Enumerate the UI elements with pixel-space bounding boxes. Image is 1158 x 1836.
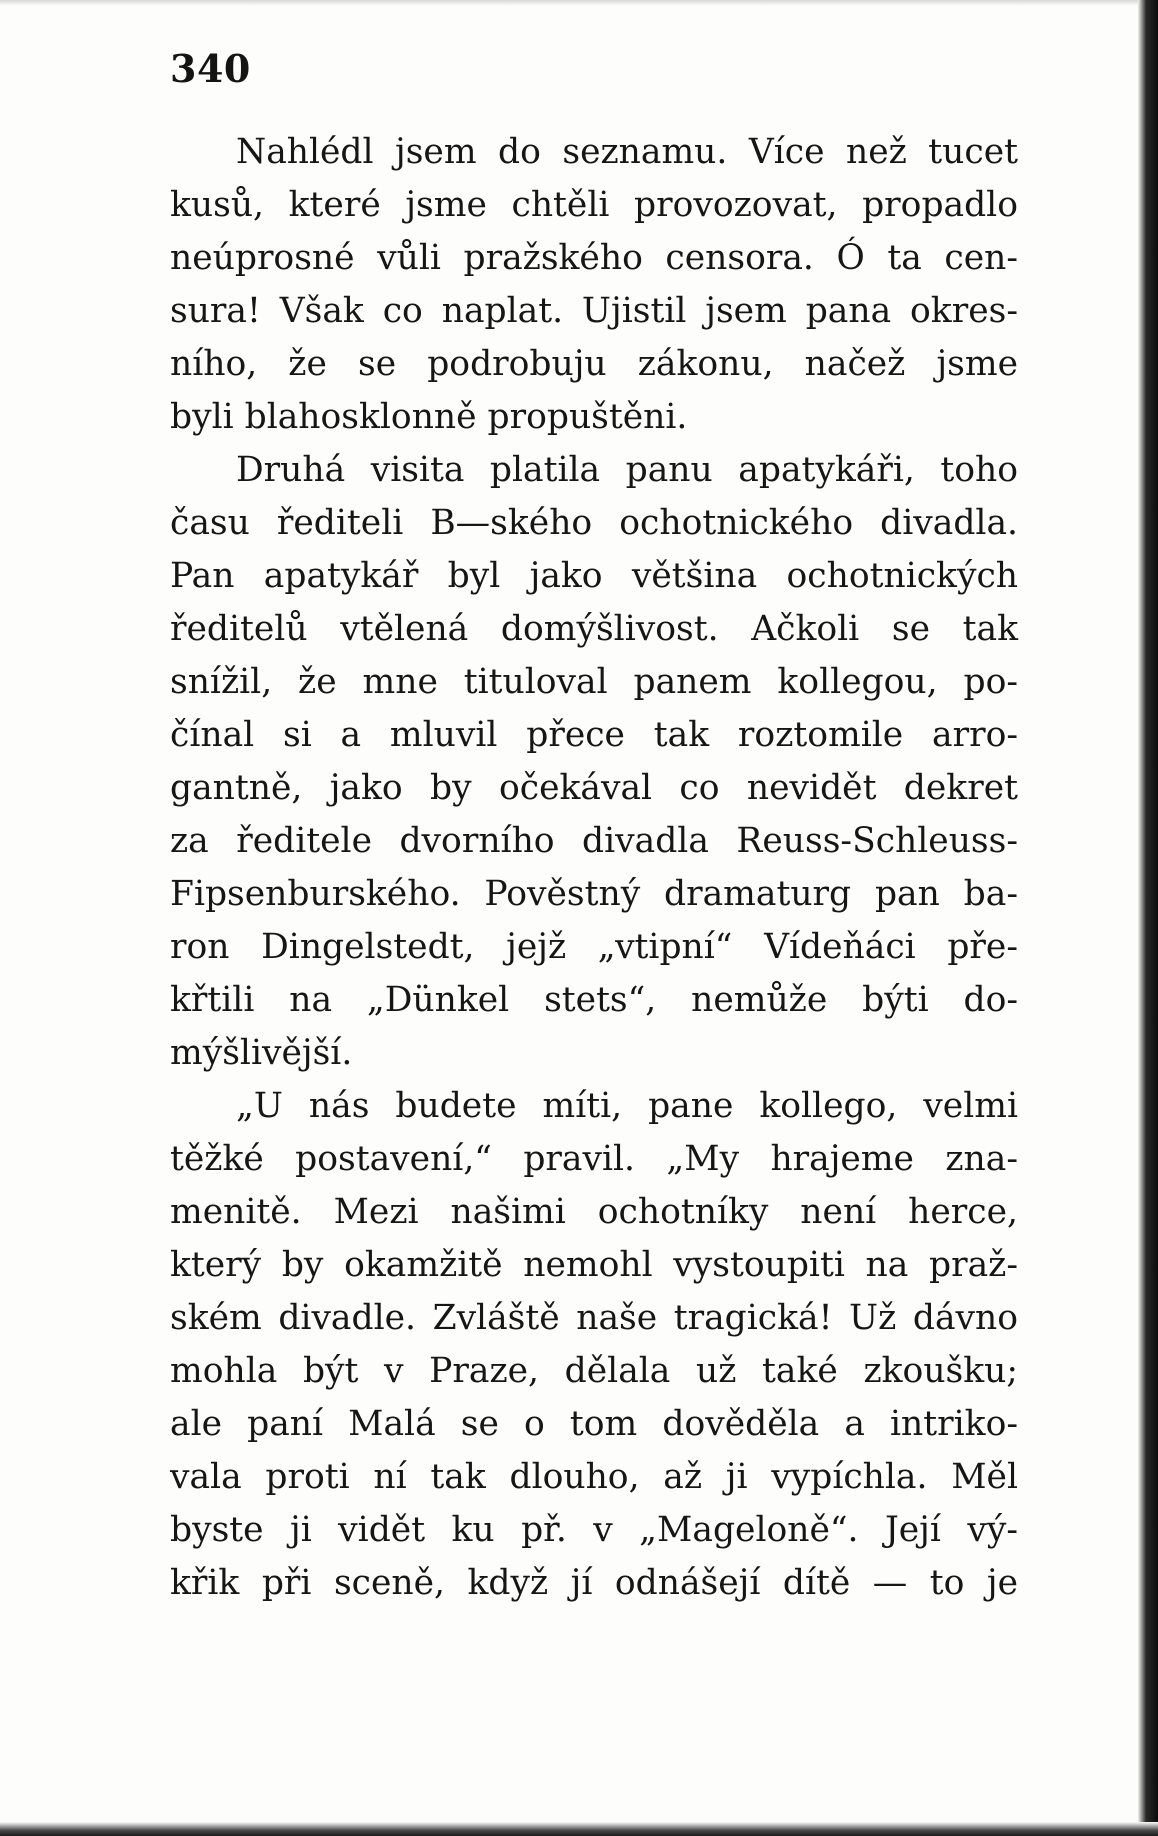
text-line: byli blahosklonně propuštěni. (170, 397, 688, 437)
text-line: sura! Však co naplat. Ujistil jsem pana okres- (170, 291, 1018, 331)
text-line: čínal si a mluvil přece tak roztomile arro- (170, 715, 1018, 755)
text-line: ron Dingelstedt, jejž „vtipní“ Vídeňáci pře- (170, 927, 1018, 967)
text-line: ském divadle. Zvláště naše tragická! Už dávno (170, 1298, 1018, 1338)
text-line: Druhá visita platila panu apatykáři, toho (236, 450, 1018, 490)
scan-edge-top (0, 0, 1158, 6)
text-line: Pan apatykář byl jako většina ochotnických (170, 556, 1018, 596)
text-line: Nahlédl jsem do seznamu. Více než tucet (236, 132, 1018, 172)
text-line: Fipsenburského. Pověstný dramaturg pan ba- (170, 874, 1018, 914)
text-line: neúprosné vůli pražského censora. Ó ta cen- (170, 238, 1018, 278)
text-line: snížil, že mne tituloval panem kollegou, po- (170, 662, 1018, 702)
text-line: gantně, jako by očekával co nevidět dekret (170, 768, 1018, 808)
text-line: kusů, které jsme chtěli provozovat, propadlo (170, 185, 1018, 225)
text-line: „U nás budete míti, pane kollego, velmi (236, 1086, 1018, 1126)
text-line: menitě. Mezi našimi ochotníky není herce, (170, 1192, 1018, 1232)
text-line: těžké postavení,“ pravil. „My hrajeme zna- (170, 1139, 1018, 1179)
text-line: byste ji vidět ku př. v „Mageloně“. Její vý- (170, 1510, 1018, 1550)
text-line: mýšlivější. (170, 1033, 353, 1073)
text-line: za ředitele dvorního divadla Reuss-Schleuss- (170, 821, 1018, 861)
text-line: ale paní Malá se o tom dověděla a intriko- (170, 1404, 1018, 1444)
text-line: ního, že se podrobuju zákonu, načež jsme (170, 344, 1018, 384)
text-line: křik při sceně, když jí odnášejí dítě — to je (170, 1563, 1018, 1603)
text-line: ředitelů vtělená domýšlivost. Ačkoli se tak (170, 609, 1018, 649)
text-line: křtili na „Dünkel stets“, nemůže býti do- (170, 980, 1018, 1020)
scan-edge-right (1138, 0, 1158, 1836)
body-text (170, 126, 1018, 1610)
scan-edge-bottom (0, 1822, 1158, 1836)
text-line: mohla být v Praze, dělala už také zkoušku; (170, 1351, 1018, 1391)
text-line: který by okamžitě nemohl vystoupiti na praž- (170, 1245, 1018, 1285)
page-number: 340 (170, 46, 251, 91)
text-line: vala proti ní tak dlouho, až ji vypíchla. Měl (170, 1457, 1018, 1497)
text-line: času řediteli B—ského ochotnického divadla. (170, 503, 1018, 543)
